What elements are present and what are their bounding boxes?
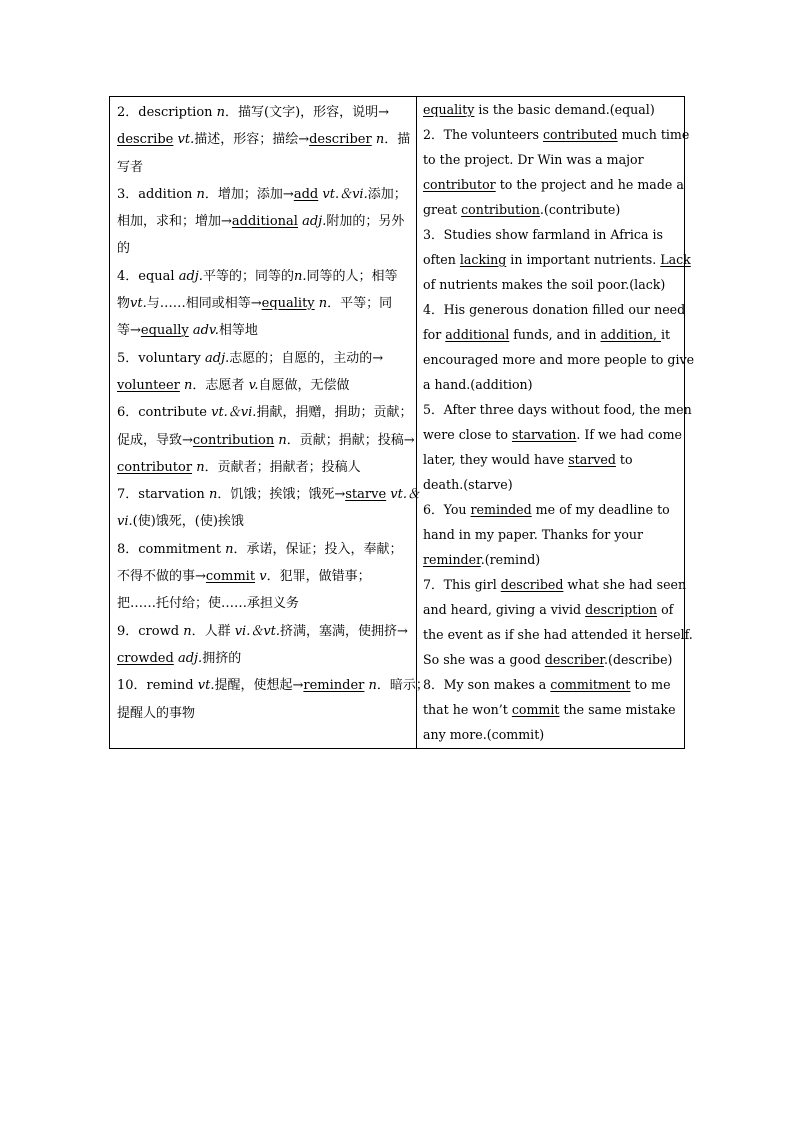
text-segment: 把……托付给；使……承担义务 — [117, 596, 300, 612]
text-segment: to me — [630, 677, 671, 692]
text-segment: encouraged more and more people to give — [423, 352, 695, 367]
part-of-speech: v — [259, 569, 267, 585]
answer-word: additional — [445, 327, 510, 342]
text-segment: ．暗示； — [376, 678, 429, 694]
text-line — [117, 672, 429, 699]
text-line — [117, 99, 412, 126]
part-of-speech: n — [225, 541, 234, 557]
text-segment: 5．voluntary — [117, 350, 206, 366]
text-line — [117, 508, 412, 535]
answer-word: starvation — [511, 427, 577, 442]
answer-word: crowded — [117, 650, 174, 666]
text-line — [423, 172, 694, 197]
text-line — [423, 272, 694, 297]
part-of-speech: adj. — [177, 650, 203, 666]
text-segment: great — [423, 202, 462, 217]
text-line — [423, 672, 694, 697]
answer-word: commit — [205, 569, 256, 585]
text-line — [117, 618, 412, 645]
text-line — [423, 697, 694, 722]
text-line — [117, 700, 412, 727]
text-segment: 4．equal — [117, 268, 179, 284]
text-line — [117, 345, 412, 372]
part-of-speech: vt.＆ — [390, 487, 420, 503]
answer-word: lacking — [459, 252, 507, 267]
text-line — [423, 497, 694, 522]
text-line — [423, 97, 694, 122]
text-segment: a hand.(addition) — [423, 377, 533, 392]
text-segment: 5．After three days without food, the men — [423, 402, 692, 417]
part-of-speech: n — [196, 459, 205, 475]
text-segment: ．犯罪，做错事； — [266, 569, 371, 585]
text-segment: hand in my paper. Thanks for your — [423, 527, 644, 542]
text-segment: ．贡献者；捐献者；投稿人 — [204, 459, 361, 475]
part-of-speech: n — [278, 432, 287, 448]
part-of-speech: vt. — [177, 132, 195, 148]
text-segment: 与……相同或相等→ — [146, 296, 262, 312]
text-segment: 9．crowd — [117, 623, 184, 639]
text-segment: 自愿做，无偿做 — [258, 377, 350, 393]
answer-word: described — [500, 577, 564, 592]
text-segment: 6．You — [423, 502, 471, 517]
text-segment: .(remind) — [480, 552, 541, 567]
text-line — [117, 290, 412, 317]
part-of-speech: n — [318, 296, 328, 312]
text-segment: 6．contribute — [117, 405, 212, 421]
answer-word: contribution — [192, 432, 275, 448]
answer-word: commitment — [550, 677, 631, 692]
text-line — [423, 222, 694, 247]
text-segment: 8．commitment — [117, 541, 226, 557]
part-of-speech: n — [183, 623, 192, 639]
text-line — [117, 235, 412, 262]
answer-word: contributor — [423, 177, 496, 192]
answer-word: reminder — [423, 552, 481, 567]
answer-word: description — [585, 602, 658, 617]
text-segment: 3．addition — [117, 186, 197, 202]
text-line — [423, 247, 694, 272]
text-segment: ．描 — [384, 132, 411, 148]
text-line — [423, 647, 694, 672]
text-segment: 7．This girl — [423, 577, 501, 592]
text-segment: of — [657, 602, 674, 617]
answer-word: addition, — [600, 327, 661, 342]
text-segment: .(describe) — [604, 652, 673, 667]
text-line — [423, 447, 694, 472]
text-line — [117, 399, 412, 426]
text-segment: ．贡献；捐献；投稿→ — [286, 432, 415, 448]
text-line — [117, 427, 415, 454]
part-of-speech: vi. — [117, 514, 133, 530]
text-segment: in important nutrients. — [506, 252, 661, 267]
text-line — [117, 372, 412, 399]
text-line — [117, 208, 412, 235]
text-segment: to the project and he made a — [495, 177, 684, 192]
answer-word: add — [293, 186, 319, 202]
text-segment: is the basic demand.(equal) — [474, 102, 655, 117]
answer-word: equality — [423, 102, 475, 117]
text-segment: 附加的；另外 — [326, 214, 405, 230]
text-line — [423, 597, 694, 622]
text-segment: the event as if she had attended it herself. — [423, 627, 693, 642]
text-segment: . If we had come — [576, 427, 683, 442]
part-of-speech: n — [368, 678, 377, 694]
text-segment: the same mistake — [559, 702, 676, 717]
text-line — [117, 454, 412, 481]
text-segment: ．增加；添加→ — [204, 186, 294, 202]
text-segment: .(contribute) — [539, 202, 621, 217]
text-segment: much time — [617, 127, 690, 142]
text-segment: 志愿的；自愿的，主动的→ — [229, 350, 384, 366]
text-segment: So she was a good — [423, 652, 545, 667]
text-segment: ．承诺，保证；投入，奉献； — [233, 541, 403, 557]
text-segment: 同等的人；相等 — [306, 268, 398, 284]
part-of-speech: adv. — [192, 323, 219, 339]
text-line — [117, 536, 412, 563]
text-segment: 物 — [117, 296, 131, 312]
text-line — [117, 563, 412, 590]
vocabulary-table — [109, 96, 695, 749]
text-segment: 不得不做的事→ — [117, 569, 206, 585]
answer-word: equality — [261, 296, 315, 312]
text-segment: 挤满，塞满，使拥挤→ — [280, 623, 408, 639]
text-line — [423, 347, 694, 372]
text-segment: 促成，导致→ — [117, 432, 193, 448]
text-segment: for — [423, 327, 446, 342]
text-segment: 相等地 — [218, 323, 258, 339]
text-line — [423, 322, 694, 347]
answer-word: Lack — [660, 252, 691, 267]
exercise-column — [417, 97, 698, 748]
text-segment: 2．The volunteers — [423, 127, 543, 142]
text-line — [423, 397, 694, 422]
text-line — [423, 522, 694, 547]
answer-word: describe — [117, 132, 174, 148]
text-segment: 4．His generous donation filled our need — [423, 302, 686, 317]
answer-word: describer — [309, 132, 372, 148]
text-line — [423, 722, 694, 747]
part-of-speech: n — [208, 487, 218, 503]
text-segment: 的 — [117, 241, 131, 257]
text-line — [423, 547, 694, 572]
text-segment: of nutrients makes the soil poor.(lack) — [423, 277, 666, 292]
text-line — [117, 263, 412, 290]
answer-word: contributed — [542, 127, 618, 142]
text-segment: ．志愿者 — [192, 377, 249, 393]
text-segment: to — [615, 452, 633, 467]
text-segment: 3．Studies show farmland in Africa is — [423, 227, 663, 242]
text-line — [117, 154, 412, 181]
text-segment: 8．My son makes a — [423, 677, 551, 692]
text-segment: (使)饿死，(使)挨饿 — [132, 514, 244, 530]
answer-word: reminded — [470, 502, 532, 517]
text-segment: death.(starve) — [423, 477, 513, 492]
text-line — [117, 181, 412, 208]
answer-word: commit — [511, 702, 560, 717]
text-line — [423, 472, 694, 497]
text-line — [423, 122, 694, 147]
text-segment: ．人群 — [191, 623, 235, 639]
part-of-speech: n — [216, 105, 226, 120]
text-line — [423, 622, 694, 647]
part-of-speech: vt. — [197, 678, 215, 694]
text-segment: 相加，求和；增加→ — [117, 214, 232, 230]
answer-word: starve — [345, 487, 387, 503]
text-segment: any more.(commit) — [423, 727, 545, 742]
answer-word: volunteer — [117, 377, 180, 393]
text-line — [423, 572, 694, 597]
word-family-column — [110, 97, 429, 748]
text-line — [117, 590, 412, 617]
text-segment: funds, and in — [509, 327, 601, 342]
text-segment: 提醒，使想起→ — [214, 678, 304, 694]
answer-word: equally — [140, 323, 189, 339]
text-segment: to the project. Dr Win was a major — [423, 152, 644, 167]
part-of-speech: adj. — [302, 214, 327, 230]
text-line — [423, 147, 694, 172]
text-segment: that he won’t — [423, 702, 512, 717]
part-of-speech: n — [184, 377, 193, 393]
answer-word: additional — [231, 214, 298, 230]
text-segment: 7．starvation — [117, 487, 209, 503]
text-line — [423, 372, 694, 397]
text-segment: later, they would have — [423, 452, 569, 467]
text-segment: often — [423, 252, 460, 267]
text-segment: me of my deadline to — [531, 502, 670, 517]
text-line — [117, 317, 412, 344]
answer-word: contributor — [117, 459, 193, 475]
text-segment: and heard, giving a vivid — [423, 602, 586, 617]
text-segment: 等→ — [117, 323, 141, 339]
text-line — [423, 197, 694, 222]
text-segment: 平等的；同等的 — [202, 268, 294, 284]
text-line — [117, 645, 412, 672]
text-segment: were close to — [423, 427, 512, 442]
text-segment: ．描写(文字)，形容，说明→ — [225, 105, 390, 120]
text-segment: 描述，形容；描绘→ — [194, 132, 310, 148]
text-segment: 拥挤的 — [202, 650, 242, 666]
part-of-speech: n. — [293, 268, 307, 284]
text-line — [117, 481, 420, 508]
part-of-speech: vi.＆vt. — [234, 623, 281, 639]
part-of-speech: vt.＆vi. — [322, 186, 368, 202]
text-line — [423, 297, 694, 322]
text-segment: 添加； — [367, 186, 407, 202]
answer-word: reminder — [303, 678, 365, 694]
answer-word: describer — [544, 652, 605, 667]
part-of-speech: adj. — [178, 268, 203, 284]
part-of-speech: adj. — [205, 350, 230, 366]
answer-word: contribution — [461, 202, 540, 217]
part-of-speech: vt.＆vi. — [211, 405, 257, 421]
part-of-speech: v. — [248, 377, 259, 393]
text-segment: ．平等；同 — [327, 296, 393, 312]
text-segment: 2．description — [117, 105, 217, 120]
text-segment: 写者 — [117, 159, 144, 175]
text-line — [423, 422, 694, 447]
part-of-speech: n — [375, 132, 385, 148]
text-segment: 提醒人的事物 — [117, 705, 196, 721]
part-of-speech: n — [196, 186, 205, 202]
part-of-speech: vt. — [130, 296, 147, 312]
answer-word: starved — [568, 452, 616, 467]
text-segment: ．饥饿；挨饿；饿死→ — [217, 487, 346, 503]
text-segment: what she had seen — [563, 577, 687, 592]
text-segment: 捐献，捐赠，捐助；贡献； — [256, 405, 413, 421]
text-line — [117, 126, 412, 153]
text-segment: 10．remind — [117, 678, 198, 694]
text-segment: it — [660, 327, 671, 342]
